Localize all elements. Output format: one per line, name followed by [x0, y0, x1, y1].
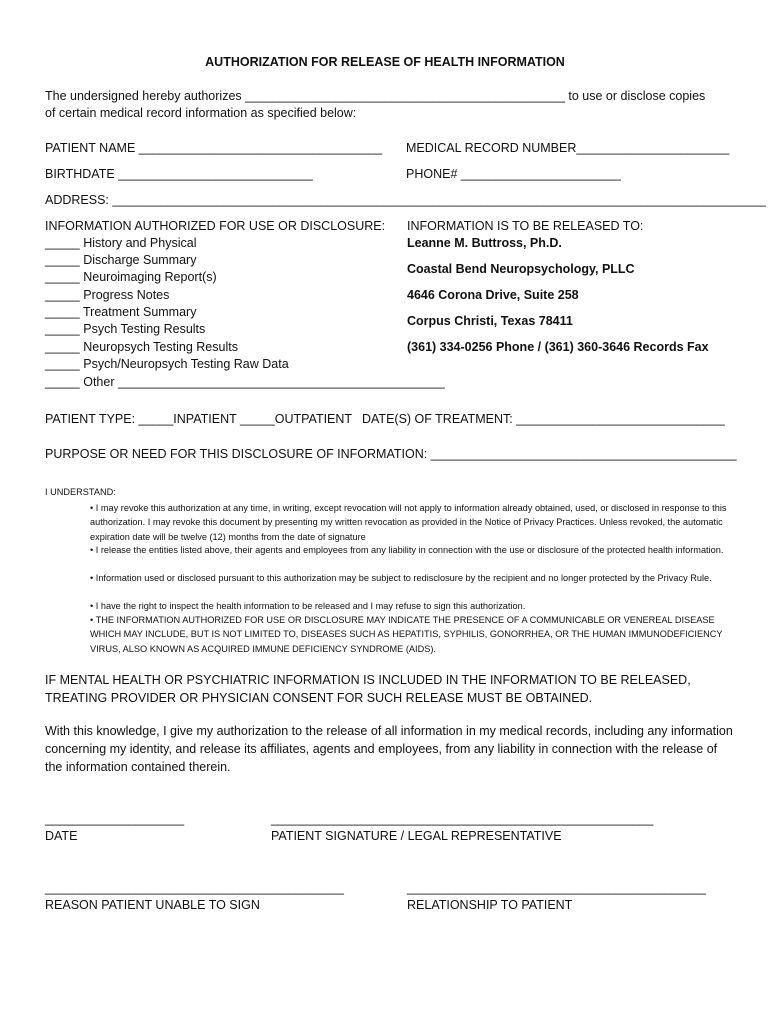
released-to-city: Corpus Christi, Texas 78411 — [407, 314, 573, 328]
info-item-raw-data[interactable]: _____ Psych/Neuropsych Testing Raw Data — [45, 357, 289, 371]
phone-field[interactable]: PHONE# _______________________ — [406, 167, 621, 181]
intro-line-1: The undersigned hereby authorizes ______________________________________________ to use or disclose copies — [45, 89, 706, 103]
mental-health-notice: IF MENTAL HEALTH OR PSYCHIATRIC INFORMATION IS INCLUDED IN THE INFORMATION TO BE RELEASED, TREATING PROVIDER OR PHYSICIAN CONSENT FOR SUCH RELEASE MUST BE OBTAINED. — [45, 673, 691, 705]
info-item-progress-notes[interactable]: _____ Progress Notes — [45, 288, 170, 302]
info-item-treatment-summary[interactable]: _____ Treatment Summary — [45, 305, 197, 319]
released-to-phones: (361) 334-0256 Phone / (361) 360-3646 Records Fax — [407, 340, 709, 354]
medical-record-number-field[interactable]: MEDICAL RECORD NUMBER______________________ — [406, 141, 730, 155]
understand-bullet-redisclosure: • Information used or disclosed pursuant to this authorization may be subject to redisclosure by the recipient and no longer protected by the Privacy Rule. — [90, 573, 712, 583]
date-label: DATE — [45, 829, 78, 843]
info-item-history-physical[interactable]: _____ History and Physical — [45, 236, 197, 250]
relationship-line[interactable]: ___________________________________________ — [407, 881, 706, 895]
intro-line-2: of certain medical record information as specified below: — [45, 106, 357, 120]
released-to-name: Leanne M. Buttross, Ph.D. — [407, 236, 562, 250]
info-authorized-heading: INFORMATION AUTHORIZED FOR USE OR DISCLOSURE: — [45, 219, 386, 233]
page-title: AUTHORIZATION FOR RELEASE OF HEALTH INFORMATION — [205, 55, 565, 69]
patient-signature-label: PATIENT SIGNATURE / LEGAL REPRESENTATIVE — [271, 829, 562, 843]
purpose-field[interactable]: PURPOSE OR NEED FOR THIS DISCLOSURE OF INFORMATION: ____________________________________________ — [45, 447, 737, 461]
understand-bullet-release: • I release the entities listed above, their agents and employees from any liability in connection with the use or disclosure of the protected health information. — [90, 545, 724, 555]
patient-name-field[interactable]: PATIENT NAME ___________________________________ — [45, 141, 383, 155]
info-item-other[interactable]: _____ Other _______________________________________________ — [45, 375, 445, 389]
info-item-psych-testing[interactable]: _____ Psych Testing Results — [45, 322, 206, 336]
understand-bullet-revoke: • I may revoke this authorization at any time, in writing, except revocation will not apply to information already obtained, used, or disclosed in response to this authorization. I may revoke this document by presenting my written revocation as provided in the Notice of Privacy Practices. Unless revoked, the automatic expiration date will be twelve (12) months from the date of signature — [90, 503, 727, 542]
understand-bullet-inspect: • I have the right to inspect the health information to be released and I may refuse to sign this authorization. — [90, 601, 526, 611]
released-to-org: Coastal Bend Neuropsychology, PLLC — [407, 262, 635, 276]
reason-unable-label: REASON PATIENT UNABLE TO SIGN — [45, 898, 260, 912]
birthdate-field[interactable]: BIRTHDATE ____________________________ — [45, 167, 313, 181]
patient-type-field[interactable]: PATIENT TYPE: _____INPATIENT _____OUTPATIENT — [45, 412, 353, 426]
info-item-neuropsych-testing[interactable]: _____ Neuropsych Testing Results — [45, 340, 238, 354]
patient-signature-line[interactable]: _______________________________________________________ — [271, 812, 654, 826]
date-signature-line[interactable]: ____________________ — [45, 812, 185, 826]
relationship-label: RELATIONSHIP TO PATIENT — [407, 898, 573, 912]
released-to-heading: INFORMATION IS TO BE RELEASED TO: — [407, 219, 644, 233]
consent-paragraph: With this knowledge, I give my authorization to the release of all information in my medical records, including any information concerning my identity, and release its affiliates, agents and employees, from any liability in connection with the release of the information contained therein. — [45, 724, 733, 774]
released-to-street: 4646 Corona Drive, Suite 258 — [407, 288, 579, 302]
reason-unable-line[interactable]: ___________________________________________ — [45, 881, 344, 895]
understand-bullet-communicable: • THE INFORMATION AUTHORIZED FOR USE OR DISCLOSURE MAY INDICATE THE PRESENCE OF A COMMUNICABLE OR VENEREAL DISEASE WHICH MAY INCLUDE, BUT IS NOT LIMITED TO, DISEASES SUCH AS HEPATITIS, SYPHILIS, GONORRHEA, OR THE HUMAN IMMUNODEFICIENCY VIRUS, ALSO KNOWN AS ACQUIRED IMMUNE DEFICIENCY SYNDROME (AIDS). — [90, 615, 723, 654]
info-item-neuroimaging[interactable]: _____ Neuroimaging Report(s) — [45, 270, 217, 284]
understand-heading: I UNDERSTAND: — [45, 487, 116, 497]
address-field[interactable]: ADDRESS: ______________________________________________________________________________________________ — [45, 193, 766, 207]
dates-of-treatment-field[interactable]: DATE(S) OF TREATMENT: ______________________________ — [362, 412, 725, 426]
info-item-discharge-summary[interactable]: _____ Discharge Summary — [45, 253, 197, 267]
